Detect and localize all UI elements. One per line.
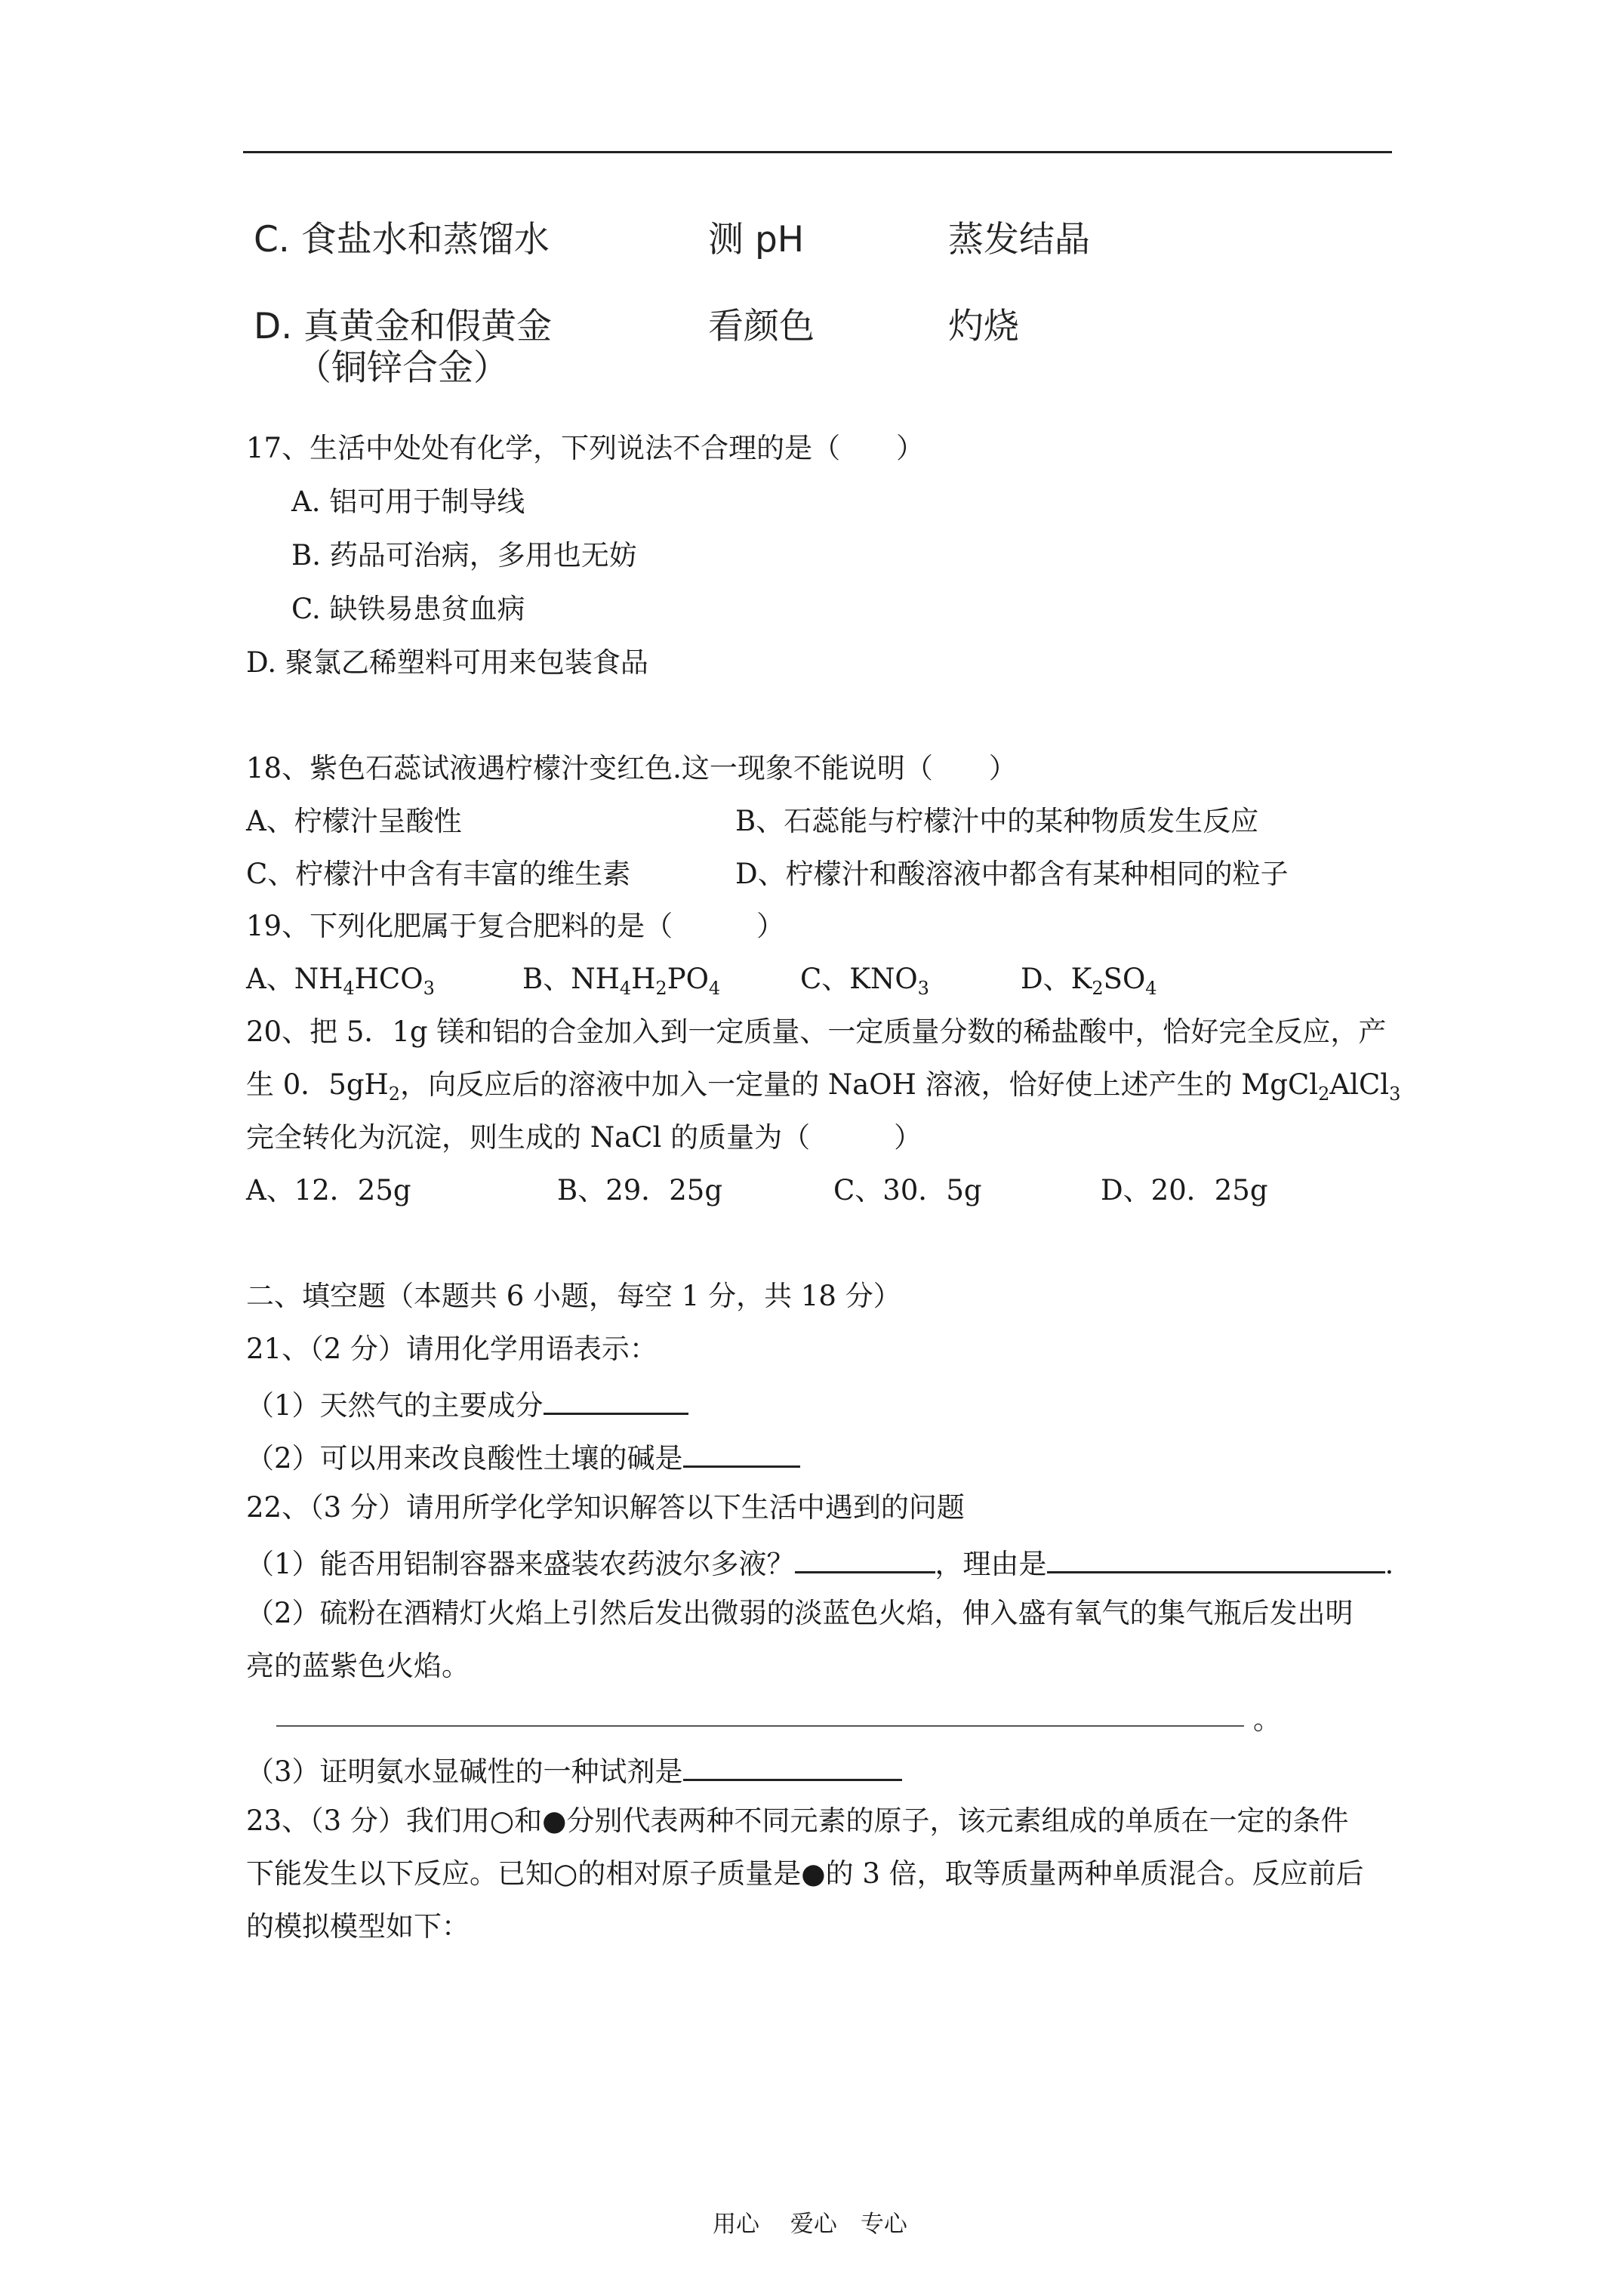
table-row-d-method1: 看颜色 — [708, 306, 815, 347]
q19-option-a: A、$NH_4HCO_3$ — [246, 963, 435, 999]
q18-option-b: B、石蕊能与柠檬汁中的某种物质发生反应 — [735, 805, 1259, 837]
q19-option-d: D、$K_2SO_4$ — [1021, 963, 1157, 999]
q21-part2: （2）可以用来改良酸性土壤的碱是 — [246, 1438, 800, 1475]
answer-line[interactable] — [276, 1725, 1244, 1727]
q19-option-c: C、$KNO_3$ — [800, 963, 929, 999]
answer-blank[interactable] — [683, 1752, 902, 1781]
table-row-d-method2: 灼烧 — [948, 306, 1019, 347]
answer-blank[interactable] — [795, 1544, 935, 1573]
q20-line2: 生 0．$5gH_2$，向反应后的溶液中加入一定量的 NaOH 溶液，恰好使上述产生的 MgCl$_2$AlCl$_3$ — [246, 1068, 1401, 1105]
table-row-d-item: D. 真黄金和假黄金 — [254, 306, 553, 347]
q22-part2-line1: （2）硫粉在酒精灯火焰上引然后发出微弱的淡蓝色火焰，伸入盛有氧气的集气瓶后发出明 — [246, 1597, 1354, 1629]
q23-line2: 下能发生以下反应。已知○的相对原子质量是●的 3 倍，取等质量两种单质混合。反应前后 — [246, 1857, 1364, 1890]
header-rule — [243, 151, 1392, 153]
table-row-c-method2: 蒸发结晶 — [948, 219, 1090, 260]
page-footer: 用心 爱心 专心 — [713, 2211, 907, 2238]
table-row-c-method1: 测 pH — [708, 219, 805, 260]
table-row-c-item: C. 食盐水和蒸馏水 — [254, 219, 550, 260]
q23-line3: 的模拟模型如下： — [246, 1910, 470, 1943]
q22-part1: （1）能否用铝制容器来盛装农药波尔多液？ ，理由是 . — [246, 1544, 1394, 1581]
answer-blank[interactable] — [544, 1385, 688, 1415]
section-title: 二、填空题（本题共 6 小题，每空 1 分，共 18 分） — [246, 1280, 901, 1312]
q18-option-a: A、柠檬汁呈酸性 — [246, 805, 462, 837]
q19-stem: 19、下列化肥属于复合肥料的是（ ） — [246, 910, 785, 942]
q22-stem: 22、（3 分）请用所学化学知识解答以下生活中遇到的问题 — [246, 1491, 965, 1524]
q20-line3: 完全转化为沉淀，则生成的 NaCl 的质量为（ ） — [246, 1121, 922, 1154]
q17-option-d: D. 聚氯乙稀塑料可用来包装食品 — [246, 646, 648, 679]
q17-stem: 17、生活中处处有化学，下列说法不合理的是（ ） — [246, 432, 925, 464]
q20-option-c: C、30．5g — [833, 1174, 982, 1207]
answer-line-end: 。 — [1253, 1703, 1281, 1736]
q23-line1: 23、（3 分）我们用○和●分别代表两种不同元素的原子，该元素组成的单质在一定的条件 — [246, 1804, 1349, 1837]
q19-option-b: B、$NH_4H_2PO_4$ — [522, 963, 721, 999]
q17-option-c: C. 缺铁易患贫血病 — [291, 593, 525, 625]
q20-option-d: D、20．25g — [1101, 1174, 1268, 1207]
q20-option-b: B、29．25g — [557, 1174, 723, 1207]
q18-option-d: D、柠檬汁和酸溶液中都含有某种相同的粒子 — [735, 858, 1289, 890]
q20-option-a: A、12．25g — [246, 1174, 411, 1207]
q22-part3: （3）证明氨水显碱性的一种试剂是 — [246, 1752, 902, 1789]
q21-stem: 21、（2 分）请用化学用语表示： — [246, 1333, 658, 1365]
q17-option-a: A. 铝可用于制导线 — [291, 485, 525, 518]
q20-line1: 20、把 5．1g 镁和铝的合金加入到一定质量、一定质量分数的稀盐酸中，恰好完全反应，产 — [246, 1015, 1387, 1048]
q18-stem: 18、紫色石蕊试液遇柠檬汁变红色.这一现象不能说明（ ） — [246, 752, 1017, 784]
answer-blank[interactable] — [1047, 1544, 1385, 1573]
q18-option-c: C、柠檬汁中含有丰富的维生素 — [246, 858, 631, 890]
q17-option-b: B. 药品可治病，多用也无妨 — [291, 539, 637, 572]
answer-blank[interactable] — [683, 1438, 800, 1468]
table-row-d-item-note: （铜锌合金） — [296, 347, 509, 389]
q22-part2-line2: 亮的蓝紫色火焰。 — [246, 1650, 470, 1682]
q21-part1: （1）天然气的主要成分 — [246, 1385, 688, 1422]
